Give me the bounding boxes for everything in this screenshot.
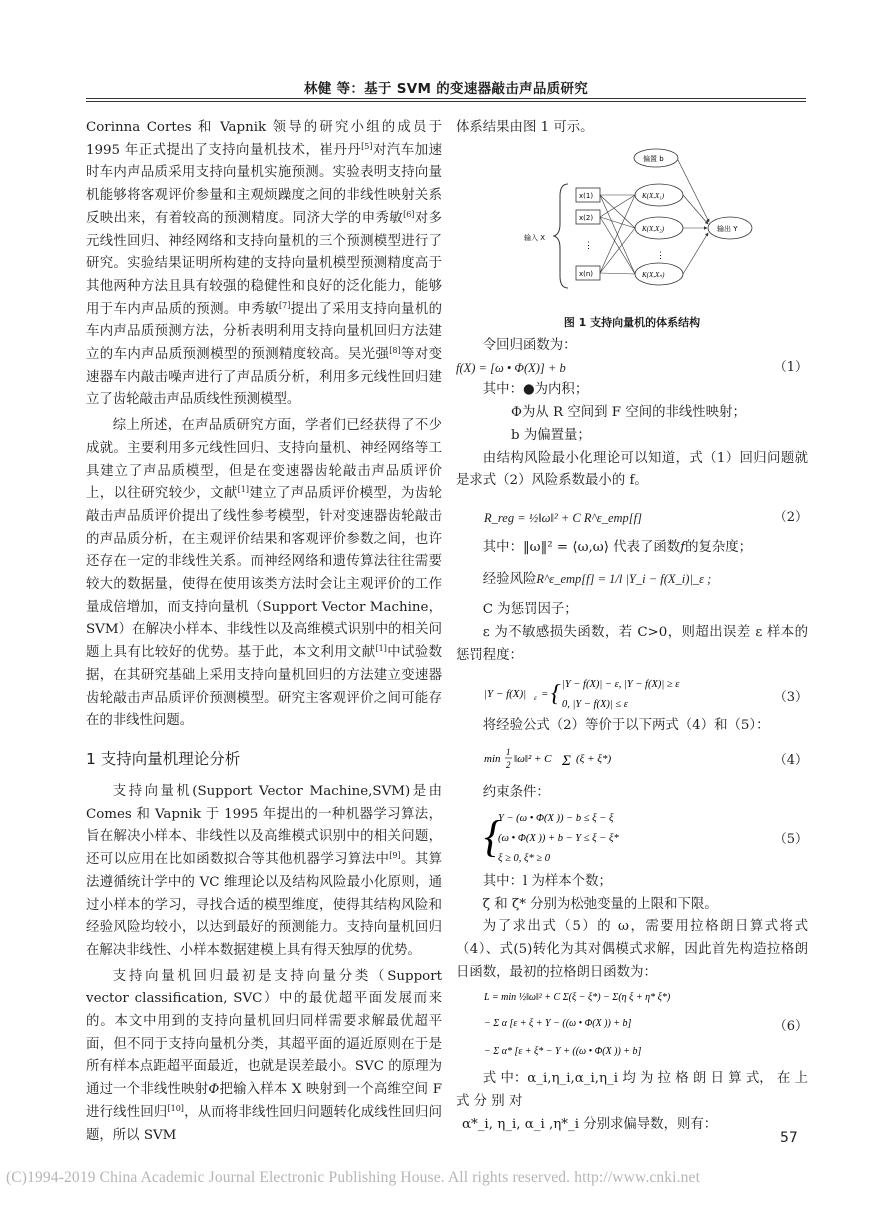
slack-definition: ζ 和 ζ* 分别为松弛变量的上限和下限。 (482, 896, 718, 912)
header-rule-top (86, 98, 806, 99)
svg-text:1: 1 (506, 747, 511, 758)
citation: [1] (237, 485, 249, 495)
kernel-nodes (635, 184, 683, 285)
equivalence-paragraph: 将经验公式（2）等价于以下两式（4）和（5）： (482, 718, 770, 734)
input-kernel-connections (600, 195, 635, 274)
svg-text:ε: ε (534, 694, 537, 703)
svg-text:|Y − f(X)|: |Y − f(X)| (484, 688, 527, 701)
paragraph-1: Corinna Cortes 和 Vapnik 领导的研究小组的成员于 1995 年正式提出了支持向量机技术，崔丹丹[5]对汽车加速时车内声品质采用支持向量机实施预测。实验表明支持向量机能够将客观评价参量和主观烦躁度之间的非线性映射关系反映出来，有着较高的预测精度。同济大学的申秀敏[6]对多元线性回归、神经网络和支持向量机的三个预测模型进行了研究。实验结果证明所构建的支持向量机模型预测精度高于其他两种方法且具有较强的稳健性和良好的泛化能力，能够用于车内声品质的预测。申秀敏[7]提出了采用支持向量机的车内声品质预测方法，分析表明利用支持向量机回归方法建立的车内声品质预测模型的预测精度较高。吴光强[8]等对变速器车内敲击噪声进行了声品质分析，利用多元线性回归建立了齿轮敲击声品质线性预测模型。 (86, 120, 443, 408)
equation-5-formula (484, 805, 744, 871)
input-nodes (576, 188, 600, 280)
equation-number: （4） (773, 753, 808, 769)
svg-text:|Y − f(X)| − ε, |Y − f(X)| ≥ ε: |Y − f(X)| − ε, |Y − f(X)| ≥ ε (562, 679, 680, 691)
equation-number: （1） (773, 360, 808, 376)
structural-risk-paragraph: 由结构风险最小化理论可以知道，式（1）回归问题就是求式（2）风险系数最小的 f。 (456, 450, 808, 489)
svg-text:L = min ½‖ω‖² + C Σ(ξ − ξ*) −: L = min ½‖ω‖² + C Σ(ξ − ξ*) − Σ(η ξ + η* ξ*) (484, 992, 671, 1004)
sample-count-note: 其中：l 为样本个数； (482, 873, 612, 889)
phi-definition: Φ为从 R 空间到 F 空间的非线性映射； (511, 405, 746, 421)
left-column (86, 117, 442, 1147)
svg-text:2: 2 (506, 760, 511, 771)
svg-text:(ω • Φ(X )) + b − Y ≤ ξ − ξ*: (ω • Φ(X )) + b − Y ≤ ξ − ξ* (498, 832, 619, 844)
equation-number: （5） (773, 831, 808, 847)
output-label: 输出 Y (717, 224, 738, 233)
paragraph-3: 支持向量机(Support Vector Machine,SVM)是由 Comes 和 Vapnik 于 1995 年提出的一种机器学习算法，旨在解决小样本、非线性以及高维模式识别中的相关问题，还可以应用在比如函数拟合等其他机器学习算法中[9]。其算法遵循统计学中的 VC 维理论以及结构风险最小化原则，通过小样本的学习，寻找合适的模型维度，使得其结构风险和经验风险均较小，以达到最好的预测能力。支持向量机回归在解决非线性、小样本数据建模上具有得天独厚的优势。 (86, 783, 442, 958)
bias-label: 偏置 b (643, 154, 664, 163)
svg-text:{: { (551, 681, 561, 708)
kernel-label: K(X,X₁) (642, 191, 665, 200)
kernel-label: K(X,X₂) (642, 224, 665, 233)
citation: [10] (167, 1103, 184, 1113)
complexity-note: 其中：‖ω‖² = ⟨ω,ω⟩ 代表了函数f的复杂度； (482, 539, 753, 555)
bias-definition: b 为偏置量； (511, 427, 591, 443)
equation-4-formula (484, 738, 744, 778)
where-inner-product: 其中：●为内积； (482, 382, 589, 398)
svg-text:‖ω‖² + C: ‖ω‖² + C (514, 753, 552, 766)
input-label: 输入 X (524, 233, 546, 242)
svm-architecture-diagram (456, 148, 808, 308)
empirical-risk-formula: R^ε_emp[f] = 1/l |Y_i − f(X_i)|_ε ; (536, 571, 712, 586)
citation: [9] (389, 851, 401, 861)
svg-text:− Σ α [ε + ξ + Y − ((ω • Φ(X ): − Σ α [ε + ξ + Y − ((ω • Φ(X )) + b] (484, 1018, 632, 1030)
regression-intro: 令回归函数为： (482, 337, 577, 353)
copyright-footer: (C)1994-2019 China Academic Journal Electronic Publishing House. All rights reserved. http://www.cnki.net (6, 1169, 701, 1186)
svg-text:− Σ α* [ε + ξ* − Y + ((ω • Φ(X: − Σ α* [ε + ξ* − Y + ((ω • Φ(X )) + b] (484, 1046, 642, 1058)
svg-text:min: min (484, 753, 501, 766)
equation-6 (456, 984, 808, 1068)
epsilon-definition: ε 为不敏感损失函数，若 C>0，则超出误差 ε 样本的惩罚程度： (456, 625, 808, 663)
lagrange-multipliers-note: 式 中：α_i,η_i,α_i,η_i 均 为 拉 格 朗 日 算 式， 在 上 式 分 别 对 (456, 1071, 808, 1110)
equation-number: （2） (773, 509, 808, 525)
lagrange-paragraph: 为了求出式（5）的 ω，需要用拉格朗日算式将式（4）、式(5)转化为其对偶模式求解，因此首先构造拉格朗日函数，最初的拉格朗日函数为： (456, 919, 808, 980)
equation-4 (456, 738, 808, 778)
svg-text:Σ: Σ (562, 753, 571, 770)
citation: [8] (389, 346, 401, 356)
svg-text:(ξ + ξ*): (ξ + ξ*) (576, 753, 612, 766)
running-header: 林健 等：基于 SVM 的变速器敲击声品质研究 (303, 81, 589, 97)
svm-architecture-figure (456, 148, 808, 308)
penalty-definition: C 为惩罚因子； (482, 602, 578, 618)
header-rule-bottom (86, 101, 806, 102)
equation-5 (456, 805, 808, 871)
figure-caption: 图 1 支持向量机的体系结构 (563, 315, 701, 329)
equation-3-formula (484, 671, 724, 715)
constraint-label: 约束条件： (482, 785, 550, 801)
input-node-label: x(n) (579, 269, 594, 278)
paragraph-2: 综上所述，在声品质研究方面，学者们已经获得了不少成就。主要利用多元线性回归、支持向量机、神经网络等工具建立了声品质模型，但是在变速器齿轮敲击声品质评价上，以往研究较少，文献[1]建立了声品质评价模型，为齿轮敲击声品质评价提出了线性参考模型，针对变速器齿轮敲击的声品质分析，在主观评价结果和客观评价参数之间，也许还存在一定的非线性关系。而神经网络和遗传算法往往需要较大的数据量，使得在使用该类方法时会让主观评价的工作量成倍增加，而支持向量机（Support Vector Machine，SVM）在解决小样本、非线性以及高维模式识别中的相关问题上具有比较好的优势。基于此，本文利用文献[1]中试验数据，在其研究基础上采用支持向量机回归的方法建立变速器齿轮敲击声品质评价预测模型。研究主客观评价之间可能存在的非线性问题。 (86, 418, 443, 729)
citation: [5] (361, 141, 373, 151)
empirical-risk: 经验风险R^ε_emp[f] = 1/l |Y_i − f(X_i)|_ε ; (482, 571, 712, 587)
input-ellipsis: ⋮ (584, 240, 593, 251)
partial-derivative-note: α*_i, η_i, α_i ,η*_i 分别求偏导数，则有： (462, 1116, 718, 1132)
kernel-ellipsis: ⋮ (656, 250, 665, 261)
citation: [6] (403, 209, 415, 219)
input-brace (554, 184, 568, 288)
citation: [1] (375, 644, 387, 654)
paragraph-4: 支持向量机回归最初是支持向量分类（Support vector classification, SVC）中的最优超平面发展而来的。本文中用到的支持向量机回归同样需要求解最优超平面，但不同于支持向量机分类，其超平面的逼近原则在于是所有样本点距超平面最近，也就是误差最小。SVC 的原理为通过一个非线性映射Φ把输入样本 X 映射到一个高维空间 F 进行线性回归[10]，从而将非线性回归问题转化成线性回归问题，所以 SVM (86, 968, 442, 1143)
input-node-label: x(1) (579, 191, 594, 200)
citation: [7] (279, 300, 291, 310)
right-column (456, 117, 808, 1136)
kernel-label: K(X,Xₙ) (642, 270, 665, 279)
input-node-label: x(2) (579, 213, 594, 222)
svg-text:Y − (ω • Φ(X )) − b ≤ ξ − ξ: Y − (ω • Φ(X )) − b ≤ ξ − ξ (498, 812, 614, 824)
figure-intro: 体系结果由图 1 可示。 (456, 120, 594, 135)
kernel-output-connections (678, 160, 709, 274)
equation-1 (456, 357, 808, 379)
page-number: 57 (780, 1130, 798, 1146)
equation-number: （3） (773, 690, 808, 706)
equation-2 (456, 497, 808, 537)
equation-2-formula: R_reg = ½‖ω‖² + C R^ε_emp[f] (484, 510, 642, 525)
equation-3 (456, 671, 808, 715)
svg-text:0, |Y − f(X)| ≤ ε: 0, |Y − f(X)| ≤ ε (562, 699, 628, 711)
svg-text:=: = (541, 688, 549, 701)
section-heading: 1 支持向量机理论分析 (86, 749, 241, 768)
equation-1-formula: f(X) = [ω • Φ(X)] + b (456, 361, 566, 376)
equation-number: （6） (773, 1019, 808, 1035)
svg-text:ξ ≥ 0, ξ* ≥ 0: ξ ≥ 0, ξ* ≥ 0 (498, 852, 551, 864)
svg-text:{: { (484, 811, 502, 861)
equation-6-formula (484, 984, 754, 1068)
